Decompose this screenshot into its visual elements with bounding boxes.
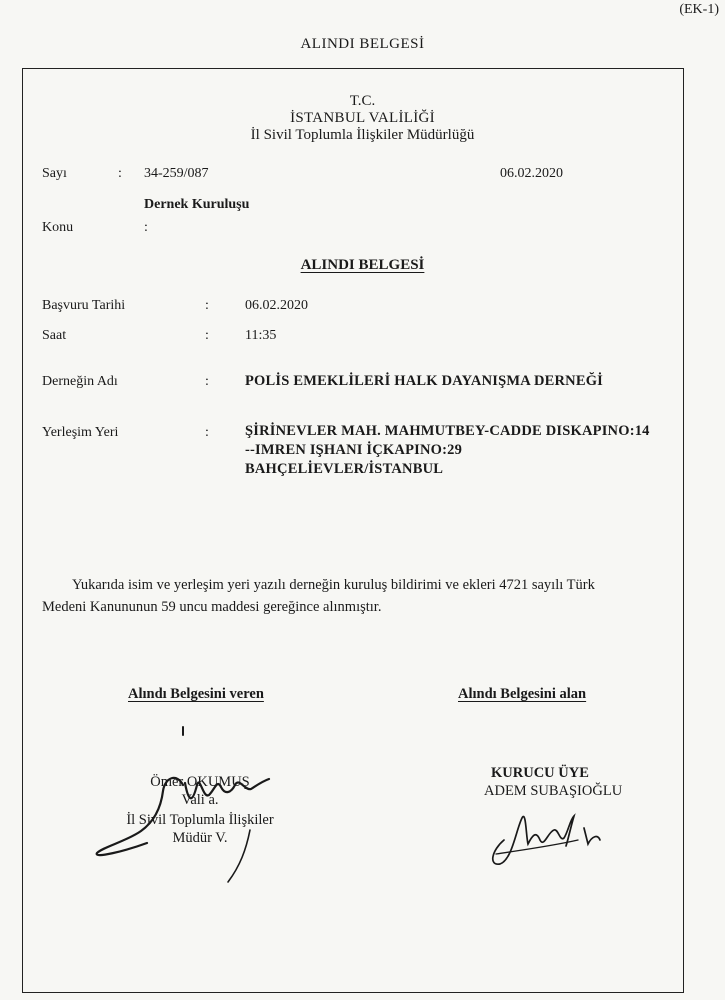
sayi-value: 34-259/087 [144, 166, 209, 181]
section-title: ALINDI BELGESİ [300, 257, 425, 273]
konu-colon: : [144, 220, 148, 235]
left-signer-title-3: Müdür V. [172, 830, 228, 846]
left-signer-title-1: Vali a. [181, 792, 219, 808]
left-signer-title-2: İl Sivil Toplumla İlişkiler [126, 812, 274, 828]
left-signature-heading: Alındı Belgesini veren [128, 686, 264, 702]
yerlesim-colon: : [205, 425, 209, 440]
saat-label: Saat [42, 328, 67, 343]
basvuru-value: 06.02.2020 [245, 298, 308, 313]
document-top-title: ALINDI BELGESİ [300, 36, 425, 52]
document-date: 06.02.2020 [500, 166, 563, 181]
body-paragraph [42, 574, 662, 618]
annex-label: (EK-1) [679, 2, 719, 17]
header-directorate: İl Sivil Toplumla İlişkiler Müdürlüğü [250, 127, 475, 143]
yerlesim-label: Yerleşim Yeri [42, 425, 119, 440]
saat-colon: : [205, 328, 209, 343]
basvuru-colon: : [205, 298, 209, 313]
body-line-2: Medeni Kanununun 59 uncu maddesi gereğince alınmıştır. [42, 599, 382, 615]
header-tc: T.C. [349, 93, 376, 109]
right-signature-scribble [482, 800, 612, 880]
yerlesim-line2: --IMREN IŞHANI İÇKAPINO:29 [245, 442, 463, 458]
saat-value: 11:35 [245, 328, 277, 343]
basvuru-label: Başvuru Tarihi [42, 298, 126, 313]
dernek-label: Derneğin Adı [42, 374, 118, 389]
right-signature-heading: Alındı Belgesini alan [458, 686, 587, 702]
yerlesim-line1: ŞİRİNEVLER MAH. MAHMUTBEY-CADDE DISKAPINO:14 [245, 423, 650, 439]
body-line-1: Yukarıda isim ve yerleşim yeri yazılı derneğin kuruluş bildirimi ve ekleri 4721 sayılı Türk [72, 577, 595, 593]
sayi-colon: : [118, 166, 122, 181]
yerlesim-line3: BAHÇELİEVLER/İSTANBUL [245, 461, 444, 477]
konu-value: Dernek Kuruluşu [144, 197, 250, 212]
right-signer-role: KURUCU ÜYE [491, 765, 589, 781]
dernek-colon: : [205, 374, 209, 389]
konu-label: Konu [42, 220, 74, 235]
sayi-label: Sayı [42, 166, 67, 181]
left-signature-tail [220, 830, 260, 890]
dernek-value: POLİS EMEKLİLERİ HALK DAYANIŞMA DERNEĞİ [245, 373, 604, 389]
left-signer-name: Ömer OKUMUŞ [150, 774, 250, 790]
right-signer-name: ADEM SUBAŞIOĞLU [484, 783, 623, 799]
header-governorship: İSTANBUL VALİLİĞİ [290, 110, 435, 126]
